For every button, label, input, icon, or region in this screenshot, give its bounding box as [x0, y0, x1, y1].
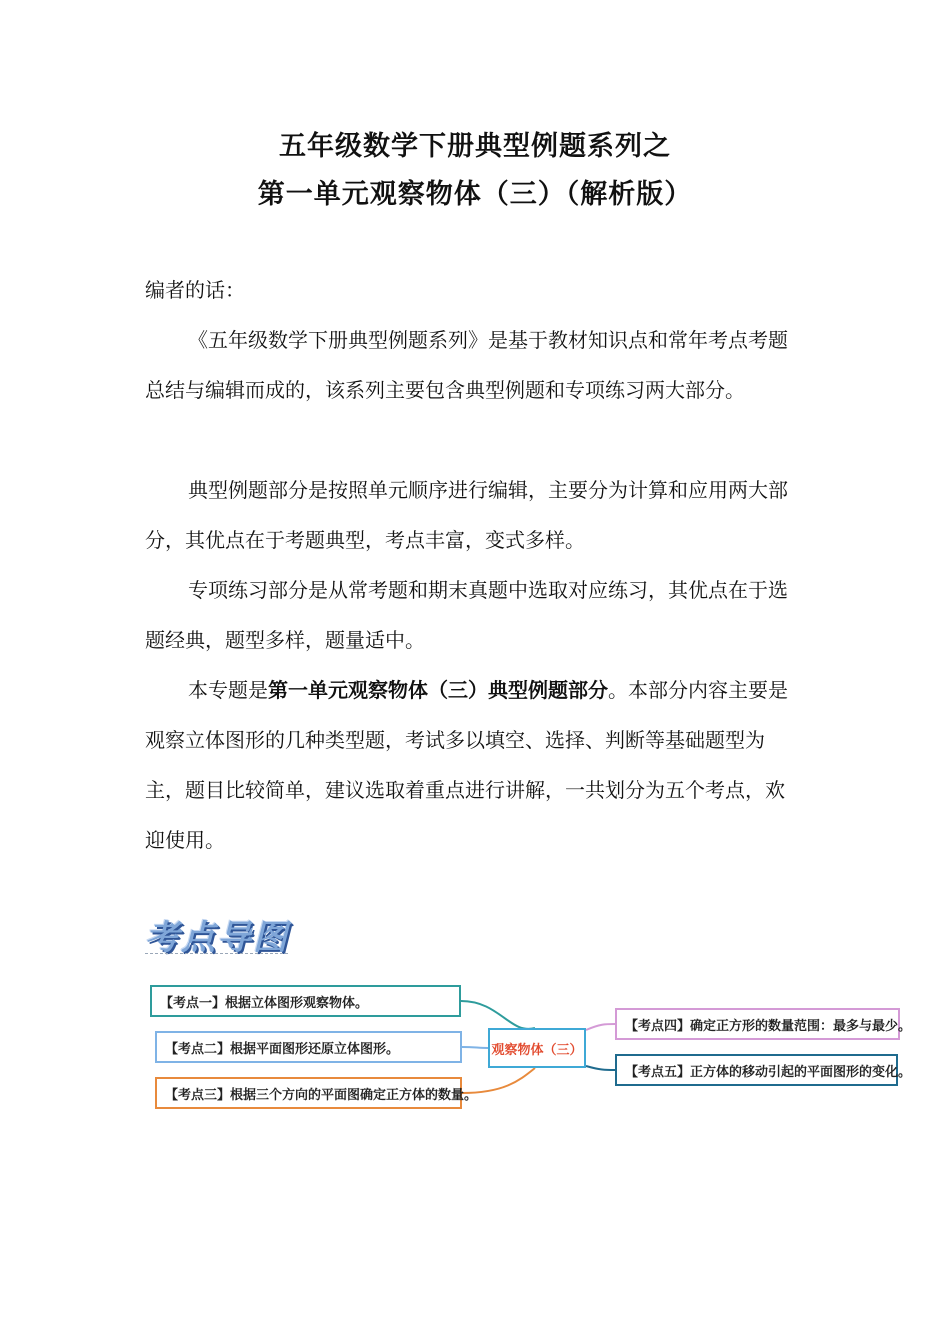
mindmap-center-node: 观察物体（三）	[488, 1028, 586, 1068]
p4-prefix: 本专题是	[188, 678, 268, 702]
mindmap-node-5: 【考点五】正方体的移动引起的平面图形的变化。	[615, 1054, 898, 1086]
intro-paragraph-1: 《五年级数学下册典型例题系列》是基于教材知识点和常年考点考题总结与编辑而成的，该系列主要包含典型例题和专项练习两大部分。	[145, 328, 788, 402]
p4-bold-topic: 第一单元观察物体（三）典型例题部分	[268, 678, 608, 702]
mindmap-node-3: 【考点三】根据三个方向的平面图确定正方体的数量。	[155, 1077, 462, 1109]
mindmap-node-2: 【考点二】根据平面图形还原立体图形。	[155, 1031, 462, 1063]
edge-node5	[586, 1066, 615, 1070]
mindmap-node-4: 【考点四】确定正方形的数量范围：最多与最少。	[615, 1008, 900, 1040]
editor-note-heading: 编者的话：	[145, 278, 245, 302]
mindmap-heading: 考点导图	[145, 918, 289, 958]
mindmap-node-1: 【考点一】根据立体图形观察物体。	[150, 985, 461, 1017]
edge-node2	[462, 1047, 488, 1048]
edge-node1	[461, 1001, 535, 1029]
document-title-line1: 五年级数学下册典型例题系列之	[279, 131, 671, 162]
p4-suffix: 。本部分内容主要是观察立体图形的几种类型题，考试多以填空、选择、判断等基础题型为主，题目比较简单，建议选取着重点进行讲解，一共划分为五个考点，欢迎使用。	[145, 678, 788, 852]
document-title-line2: 第一单元观察物体（三）（解析版）	[257, 179, 693, 210]
edge-node4	[586, 1024, 615, 1030]
intro-paragraph-2: 典型例题部分是按照单元顺序进行编辑，主要分为计算和应用两大部分，其优点在于考题典型，考点丰富，变式多样。	[145, 478, 788, 552]
intro-paragraph-3: 专项练习部分是从常考题和期末真题中选取对应练习，其优点在于选题经典，题型多样，题量适中。	[145, 578, 788, 652]
